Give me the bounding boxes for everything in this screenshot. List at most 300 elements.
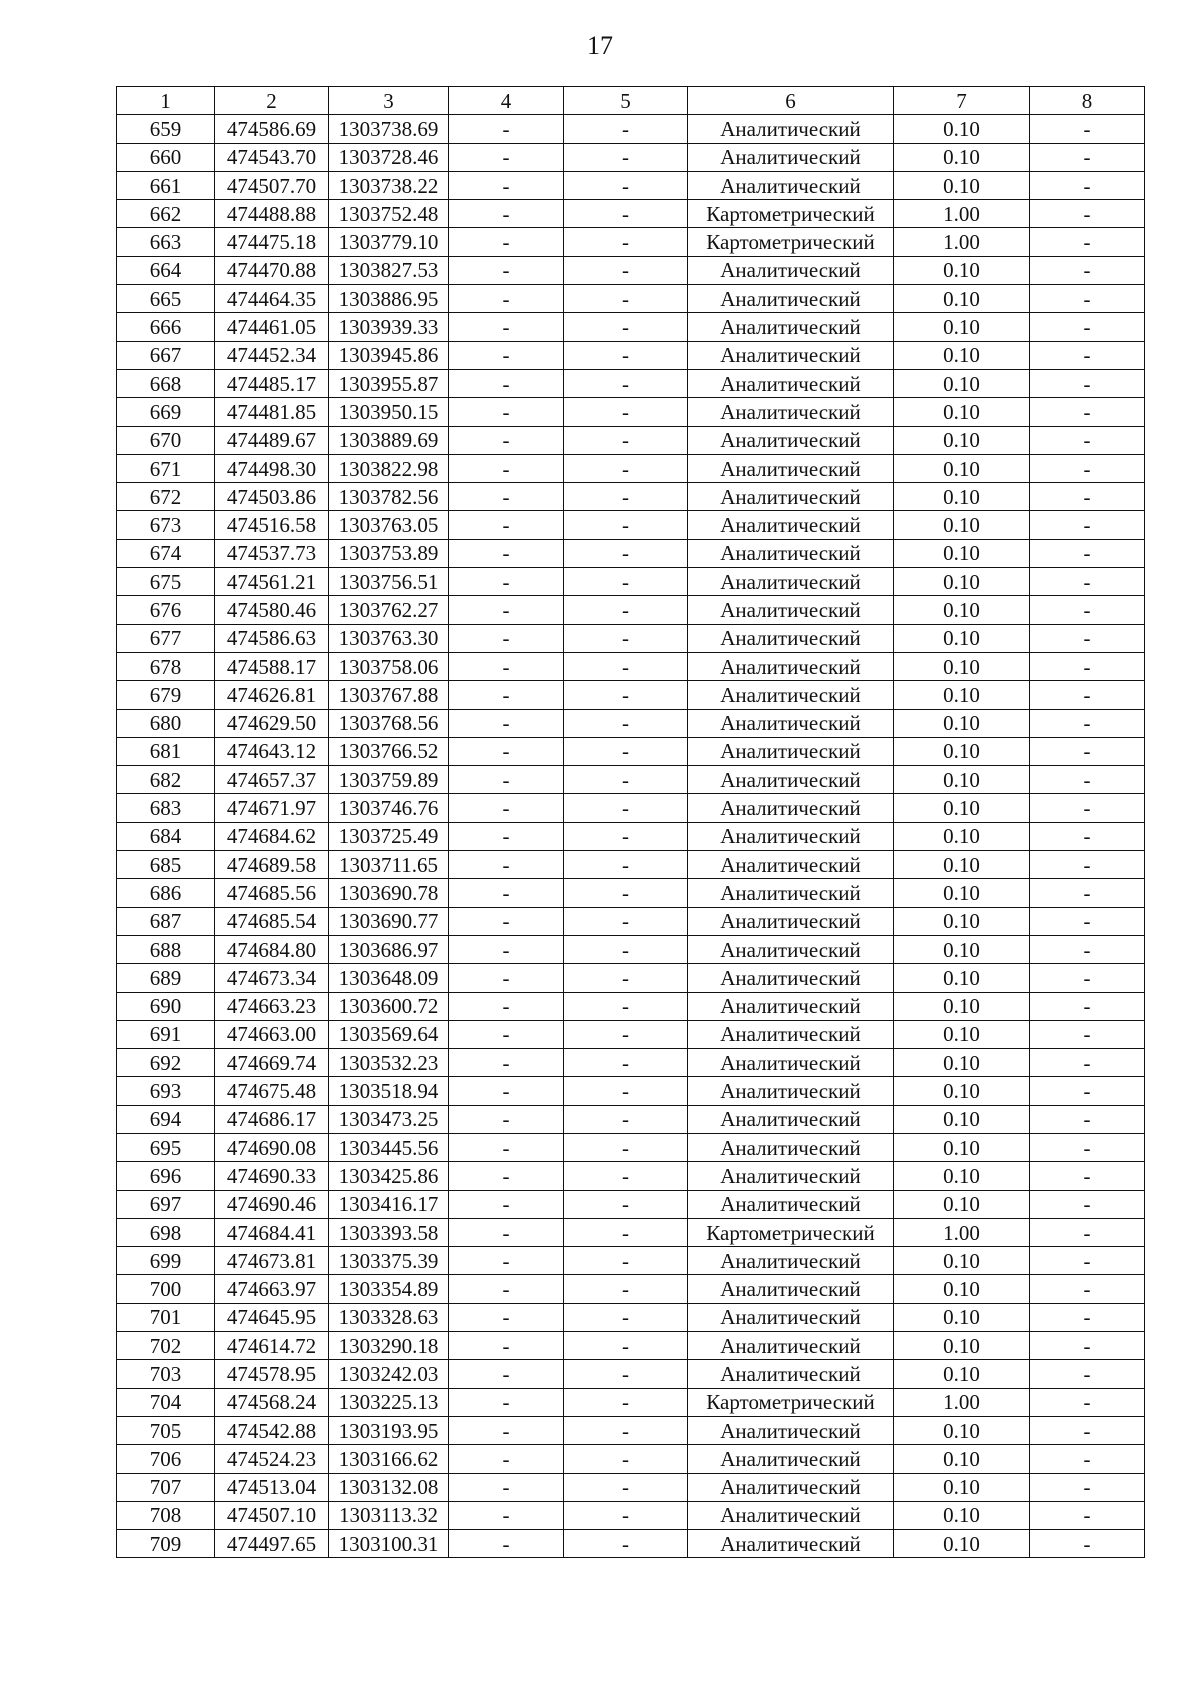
- column-4-cell: -: [449, 737, 564, 765]
- x-coordinate-cell: 474675.48: [215, 1077, 329, 1105]
- x-coordinate-cell: 474686.17: [215, 1105, 329, 1133]
- column-4-cell: -: [449, 1388, 564, 1416]
- column-8-cell: -: [1030, 426, 1145, 454]
- point-number-cell: 672: [117, 483, 215, 511]
- column-8-cell: -: [1030, 341, 1145, 369]
- table-row: [117, 652, 1145, 680]
- column-header-7: 7: [894, 87, 1030, 115]
- point-number-cell: 685: [117, 851, 215, 879]
- column-5-cell: -: [564, 1473, 688, 1501]
- table-row: [117, 1473, 1145, 1501]
- method-cell: Аналитический: [688, 341, 894, 369]
- column-8-cell: -: [1030, 1133, 1145, 1161]
- accuracy-cell: 0.10: [894, 1473, 1030, 1501]
- column-8-cell: -: [1030, 652, 1145, 680]
- method-cell: Аналитический: [688, 1332, 894, 1360]
- column-4-cell: -: [449, 1332, 564, 1360]
- column-8-cell: -: [1030, 1105, 1145, 1133]
- column-4-cell: -: [449, 568, 564, 596]
- accuracy-cell: 0.10: [894, 511, 1030, 539]
- column-4-cell: -: [449, 596, 564, 624]
- column-5-cell: -: [564, 822, 688, 850]
- table-row: [117, 737, 1145, 765]
- method-cell: Аналитический: [688, 285, 894, 313]
- column-header-8: 8: [1030, 87, 1145, 115]
- x-coordinate-cell: 474461.05: [215, 313, 329, 341]
- x-coordinate-cell: 474485.17: [215, 369, 329, 397]
- y-coordinate-cell: 1303569.64: [329, 1020, 449, 1048]
- column-5-cell: -: [564, 285, 688, 313]
- point-number-cell: 675: [117, 568, 215, 596]
- column-4-cell: -: [449, 1303, 564, 1331]
- column-4-cell: -: [449, 935, 564, 963]
- accuracy-cell: 0.10: [894, 369, 1030, 397]
- accuracy-cell: 0.10: [894, 1360, 1030, 1388]
- column-4-cell: -: [449, 766, 564, 794]
- accuracy-cell: 1.00: [894, 200, 1030, 228]
- accuracy-cell: 0.10: [894, 313, 1030, 341]
- column-8-cell: -: [1030, 1473, 1145, 1501]
- column-8-cell: -: [1030, 1218, 1145, 1246]
- method-cell: Аналитический: [688, 1416, 894, 1444]
- column-5-cell: -: [564, 652, 688, 680]
- point-number-cell: 665: [117, 285, 215, 313]
- method-cell: Аналитический: [688, 1275, 894, 1303]
- y-coordinate-cell: 1303225.13: [329, 1388, 449, 1416]
- column-8-cell: -: [1030, 1501, 1145, 1529]
- accuracy-cell: 0.10: [894, 568, 1030, 596]
- column-4-cell: -: [449, 341, 564, 369]
- y-coordinate-cell: 1303711.65: [329, 851, 449, 879]
- point-number-cell: 701: [117, 1303, 215, 1331]
- x-coordinate-cell: 474690.46: [215, 1190, 329, 1218]
- accuracy-cell: 0.10: [894, 1416, 1030, 1444]
- point-number-cell: 686: [117, 879, 215, 907]
- method-cell: Аналитический: [688, 1077, 894, 1105]
- table-row: [117, 596, 1145, 624]
- point-number-cell: 666: [117, 313, 215, 341]
- x-coordinate-cell: 474489.67: [215, 426, 329, 454]
- column-4-cell: -: [449, 1218, 564, 1246]
- column-8-cell: -: [1030, 907, 1145, 935]
- column-4-cell: -: [449, 709, 564, 737]
- y-coordinate-cell: 1303328.63: [329, 1303, 449, 1331]
- accuracy-cell: 0.10: [894, 1077, 1030, 1105]
- column-4-cell: -: [449, 1077, 564, 1105]
- method-cell: Аналитический: [688, 511, 894, 539]
- method-cell: Картометрический: [688, 1218, 894, 1246]
- method-cell: Аналитический: [688, 256, 894, 284]
- x-coordinate-cell: 474669.74: [215, 1049, 329, 1077]
- y-coordinate-cell: 1303756.51: [329, 568, 449, 596]
- y-coordinate-cell: 1303945.86: [329, 341, 449, 369]
- x-coordinate-cell: 474673.34: [215, 964, 329, 992]
- x-coordinate-cell: 474507.10: [215, 1501, 329, 1529]
- column-8-cell: -: [1030, 285, 1145, 313]
- point-number-cell: 704: [117, 1388, 215, 1416]
- table-row: [117, 624, 1145, 652]
- point-number-cell: 699: [117, 1247, 215, 1275]
- column-8-cell: -: [1030, 822, 1145, 850]
- column-5-cell: -: [564, 709, 688, 737]
- method-cell: Аналитический: [688, 1530, 894, 1558]
- y-coordinate-cell: 1303166.62: [329, 1445, 449, 1473]
- method-cell: Аналитический: [688, 369, 894, 397]
- x-coordinate-cell: 474673.81: [215, 1247, 329, 1275]
- method-cell: Аналитический: [688, 652, 894, 680]
- point-number-cell: 661: [117, 171, 215, 199]
- table-row: [117, 539, 1145, 567]
- method-cell: Картометрический: [688, 200, 894, 228]
- column-5-cell: -: [564, 737, 688, 765]
- point-number-cell: 680: [117, 709, 215, 737]
- column-4-cell: -: [449, 1020, 564, 1048]
- column-5-cell: -: [564, 1162, 688, 1190]
- column-5-cell: -: [564, 511, 688, 539]
- column-8-cell: -: [1030, 143, 1145, 171]
- table-row: [117, 369, 1145, 397]
- table-row: [117, 935, 1145, 963]
- point-number-cell: 664: [117, 256, 215, 284]
- x-coordinate-cell: 474690.08: [215, 1133, 329, 1161]
- method-cell: Аналитический: [688, 596, 894, 624]
- point-number-cell: 709: [117, 1530, 215, 1558]
- x-coordinate-cell: 474498.30: [215, 454, 329, 482]
- point-number-cell: 660: [117, 143, 215, 171]
- column-8-cell: -: [1030, 1275, 1145, 1303]
- column-4-cell: -: [449, 539, 564, 567]
- column-4-cell: -: [449, 794, 564, 822]
- point-number-cell: 695: [117, 1133, 215, 1161]
- column-4-cell: -: [449, 1530, 564, 1558]
- column-4-cell: -: [449, 1105, 564, 1133]
- column-8-cell: -: [1030, 935, 1145, 963]
- point-number-cell: 676: [117, 596, 215, 624]
- y-coordinate-cell: 1303100.31: [329, 1530, 449, 1558]
- y-coordinate-cell: 1303782.56: [329, 483, 449, 511]
- column-4-cell: -: [449, 115, 564, 143]
- x-coordinate-cell: 474452.34: [215, 341, 329, 369]
- method-cell: Аналитический: [688, 171, 894, 199]
- table-row: [117, 822, 1145, 850]
- column-4-cell: -: [449, 369, 564, 397]
- x-coordinate-cell: 474503.86: [215, 483, 329, 511]
- accuracy-cell: 0.10: [894, 992, 1030, 1020]
- accuracy-cell: 0.10: [894, 766, 1030, 794]
- column-8-cell: -: [1030, 794, 1145, 822]
- x-coordinate-cell: 474645.95: [215, 1303, 329, 1331]
- column-5-cell: -: [564, 1190, 688, 1218]
- y-coordinate-cell: 1303648.09: [329, 964, 449, 992]
- x-coordinate-cell: 474464.35: [215, 285, 329, 313]
- method-cell: Аналитический: [688, 1049, 894, 1077]
- column-5-cell: -: [564, 115, 688, 143]
- column-5-cell: -: [564, 1332, 688, 1360]
- table-row: [117, 1049, 1145, 1077]
- x-coordinate-cell: 474513.04: [215, 1473, 329, 1501]
- column-header-1: 1: [117, 87, 215, 115]
- column-header-5: 5: [564, 87, 688, 115]
- column-4-cell: -: [449, 1049, 564, 1077]
- method-cell: Аналитический: [688, 879, 894, 907]
- accuracy-cell: 0.10: [894, 1049, 1030, 1077]
- x-coordinate-cell: 474586.63: [215, 624, 329, 652]
- method-cell: Аналитический: [688, 313, 894, 341]
- column-4-cell: -: [449, 992, 564, 1020]
- column-5-cell: -: [564, 596, 688, 624]
- column-8-cell: -: [1030, 369, 1145, 397]
- column-8-cell: -: [1030, 1077, 1145, 1105]
- accuracy-cell: 0.10: [894, 681, 1030, 709]
- table-row: [117, 1190, 1145, 1218]
- column-4-cell: -: [449, 879, 564, 907]
- column-5-cell: -: [564, 964, 688, 992]
- column-4-cell: -: [449, 1247, 564, 1275]
- x-coordinate-cell: 474685.56: [215, 879, 329, 907]
- column-8-cell: -: [1030, 964, 1145, 992]
- accuracy-cell: 0.10: [894, 143, 1030, 171]
- column-8-cell: -: [1030, 1049, 1145, 1077]
- table-row: [117, 1332, 1145, 1360]
- table-row: [117, 1416, 1145, 1444]
- column-5-cell: -: [564, 256, 688, 284]
- column-8-cell: -: [1030, 568, 1145, 596]
- column-4-cell: -: [449, 907, 564, 935]
- point-number-cell: 667: [117, 341, 215, 369]
- table-row: [117, 681, 1145, 709]
- y-coordinate-cell: 1303822.98: [329, 454, 449, 482]
- point-number-cell: 687: [117, 907, 215, 935]
- method-cell: Аналитический: [688, 398, 894, 426]
- column-4-cell: -: [449, 1133, 564, 1161]
- column-4-cell: -: [449, 426, 564, 454]
- point-number-cell: 678: [117, 652, 215, 680]
- x-coordinate-cell: 474470.88: [215, 256, 329, 284]
- accuracy-cell: 1.00: [894, 1388, 1030, 1416]
- method-cell: Аналитический: [688, 851, 894, 879]
- method-cell: Аналитический: [688, 1190, 894, 1218]
- x-coordinate-cell: 474663.23: [215, 992, 329, 1020]
- column-5-cell: -: [564, 539, 688, 567]
- accuracy-cell: 0.10: [894, 596, 1030, 624]
- column-4-cell: -: [449, 1473, 564, 1501]
- y-coordinate-cell: 1303955.87: [329, 369, 449, 397]
- point-number-cell: 662: [117, 200, 215, 228]
- table-row: [117, 256, 1145, 284]
- x-coordinate-cell: 474643.12: [215, 737, 329, 765]
- x-coordinate-cell: 474537.73: [215, 539, 329, 567]
- table-row: [117, 992, 1145, 1020]
- column-5-cell: -: [564, 143, 688, 171]
- column-5-cell: -: [564, 200, 688, 228]
- column-5-cell: -: [564, 228, 688, 256]
- column-5-cell: -: [564, 851, 688, 879]
- table-row: [117, 766, 1145, 794]
- table-row: [117, 511, 1145, 539]
- method-cell: Аналитический: [688, 624, 894, 652]
- table-row: [117, 483, 1145, 511]
- column-4-cell: -: [449, 313, 564, 341]
- table-row: [117, 1218, 1145, 1246]
- column-5-cell: -: [564, 935, 688, 963]
- accuracy-cell: 0.10: [894, 285, 1030, 313]
- accuracy-cell: 0.10: [894, 1332, 1030, 1360]
- accuracy-cell: 0.10: [894, 483, 1030, 511]
- column-5-cell: -: [564, 907, 688, 935]
- coordinates-table: [116, 86, 1145, 1558]
- table-row: [117, 1105, 1145, 1133]
- x-coordinate-cell: 474663.97: [215, 1275, 329, 1303]
- x-coordinate-cell: 474561.21: [215, 568, 329, 596]
- column-5-cell: -: [564, 454, 688, 482]
- table-row: [117, 879, 1145, 907]
- accuracy-cell: 1.00: [894, 1218, 1030, 1246]
- point-number-cell: 702: [117, 1332, 215, 1360]
- column-4-cell: -: [449, 652, 564, 680]
- y-coordinate-cell: 1303518.94: [329, 1077, 449, 1105]
- y-coordinate-cell: 1303690.77: [329, 907, 449, 935]
- y-coordinate-cell: 1303375.39: [329, 1247, 449, 1275]
- accuracy-cell: 0.10: [894, 256, 1030, 284]
- y-coordinate-cell: 1303827.53: [329, 256, 449, 284]
- point-number-cell: 659: [117, 115, 215, 143]
- y-coordinate-cell: 1303753.89: [329, 539, 449, 567]
- y-coordinate-cell: 1303889.69: [329, 426, 449, 454]
- method-cell: Аналитический: [688, 1162, 894, 1190]
- column-4-cell: -: [449, 228, 564, 256]
- column-8-cell: -: [1030, 879, 1145, 907]
- column-8-cell: -: [1030, 1020, 1145, 1048]
- y-coordinate-cell: 1303738.69: [329, 115, 449, 143]
- table-row: [117, 1360, 1145, 1388]
- point-number-cell: 669: [117, 398, 215, 426]
- table-body: [117, 115, 1145, 1558]
- column-8-cell: -: [1030, 737, 1145, 765]
- accuracy-cell: 0.10: [894, 1275, 1030, 1303]
- point-number-cell: 698: [117, 1218, 215, 1246]
- method-cell: Аналитический: [688, 143, 894, 171]
- y-coordinate-cell: 1303728.46: [329, 143, 449, 171]
- column-5-cell: -: [564, 1388, 688, 1416]
- accuracy-cell: 0.10: [894, 1162, 1030, 1190]
- column-5-cell: -: [564, 681, 688, 709]
- column-4-cell: -: [449, 143, 564, 171]
- column-5-cell: -: [564, 1133, 688, 1161]
- x-coordinate-cell: 474663.00: [215, 1020, 329, 1048]
- y-coordinate-cell: 1303690.78: [329, 879, 449, 907]
- table-row: [117, 709, 1145, 737]
- column-5-cell: -: [564, 1416, 688, 1444]
- y-coordinate-cell: 1303113.32: [329, 1501, 449, 1529]
- accuracy-cell: 0.10: [894, 652, 1030, 680]
- x-coordinate-cell: 474684.80: [215, 935, 329, 963]
- column-4-cell: -: [449, 1162, 564, 1190]
- x-coordinate-cell: 474481.85: [215, 398, 329, 426]
- point-number-cell: 691: [117, 1020, 215, 1048]
- x-coordinate-cell: 474488.88: [215, 200, 329, 228]
- accuracy-cell: 0.10: [894, 709, 1030, 737]
- method-cell: Аналитический: [688, 681, 894, 709]
- column-5-cell: -: [564, 794, 688, 822]
- point-number-cell: 693: [117, 1077, 215, 1105]
- method-cell: Аналитический: [688, 1360, 894, 1388]
- method-cell: Аналитический: [688, 1020, 894, 1048]
- accuracy-cell: 0.10: [894, 879, 1030, 907]
- column-header-6: 6: [688, 87, 894, 115]
- column-4-cell: -: [449, 285, 564, 313]
- column-4-cell: -: [449, 822, 564, 850]
- y-coordinate-cell: 1303939.33: [329, 313, 449, 341]
- table-row: [117, 1501, 1145, 1529]
- y-coordinate-cell: 1303600.72: [329, 992, 449, 1020]
- method-cell: Аналитический: [688, 964, 894, 992]
- method-cell: Аналитический: [688, 794, 894, 822]
- point-number-cell: 703: [117, 1360, 215, 1388]
- method-cell: Аналитический: [688, 483, 894, 511]
- point-number-cell: 690: [117, 992, 215, 1020]
- x-coordinate-cell: 474671.97: [215, 794, 329, 822]
- y-coordinate-cell: 1303445.56: [329, 1133, 449, 1161]
- y-coordinate-cell: 1303759.89: [329, 766, 449, 794]
- column-8-cell: -: [1030, 851, 1145, 879]
- method-cell: Аналитический: [688, 766, 894, 794]
- table-row: [117, 907, 1145, 935]
- point-number-cell: 700: [117, 1275, 215, 1303]
- point-number-cell: 692: [117, 1049, 215, 1077]
- method-cell: Аналитический: [688, 1445, 894, 1473]
- column-5-cell: -: [564, 1501, 688, 1529]
- table-row: [117, 313, 1145, 341]
- y-coordinate-cell: 1303132.08: [329, 1473, 449, 1501]
- method-cell: Аналитический: [688, 115, 894, 143]
- accuracy-cell: 0.10: [894, 624, 1030, 652]
- x-coordinate-cell: 474586.69: [215, 115, 329, 143]
- x-coordinate-cell: 474626.81: [215, 681, 329, 709]
- point-number-cell: 671: [117, 454, 215, 482]
- method-cell: Аналитический: [688, 426, 894, 454]
- table-row: [117, 851, 1145, 879]
- table-row: [117, 171, 1145, 199]
- point-number-cell: 708: [117, 1501, 215, 1529]
- accuracy-cell: 0.10: [894, 115, 1030, 143]
- point-number-cell: 668: [117, 369, 215, 397]
- column-8-cell: -: [1030, 200, 1145, 228]
- y-coordinate-cell: 1303193.95: [329, 1416, 449, 1444]
- y-coordinate-cell: 1303768.56: [329, 709, 449, 737]
- column-4-cell: -: [449, 483, 564, 511]
- accuracy-cell: 0.10: [894, 1303, 1030, 1331]
- point-number-cell: 683: [117, 794, 215, 822]
- method-cell: Аналитический: [688, 1473, 894, 1501]
- column-5-cell: -: [564, 1218, 688, 1246]
- column-4-cell: -: [449, 1501, 564, 1529]
- table-row: [117, 1303, 1145, 1331]
- column-5-cell: -: [564, 1105, 688, 1133]
- method-cell: Аналитический: [688, 454, 894, 482]
- method-cell: Аналитический: [688, 907, 894, 935]
- page-number: 17: [587, 31, 613, 60]
- column-4-cell: -: [449, 200, 564, 228]
- column-5-cell: -: [564, 766, 688, 794]
- method-cell: Аналитический: [688, 1133, 894, 1161]
- column-8-cell: -: [1030, 1360, 1145, 1388]
- column-5-cell: -: [564, 1247, 688, 1275]
- table-row: [117, 1247, 1145, 1275]
- column-4-cell: -: [449, 1275, 564, 1303]
- y-coordinate-cell: 1303779.10: [329, 228, 449, 256]
- x-coordinate-cell: 474578.95: [215, 1360, 329, 1388]
- table-row: [117, 454, 1145, 482]
